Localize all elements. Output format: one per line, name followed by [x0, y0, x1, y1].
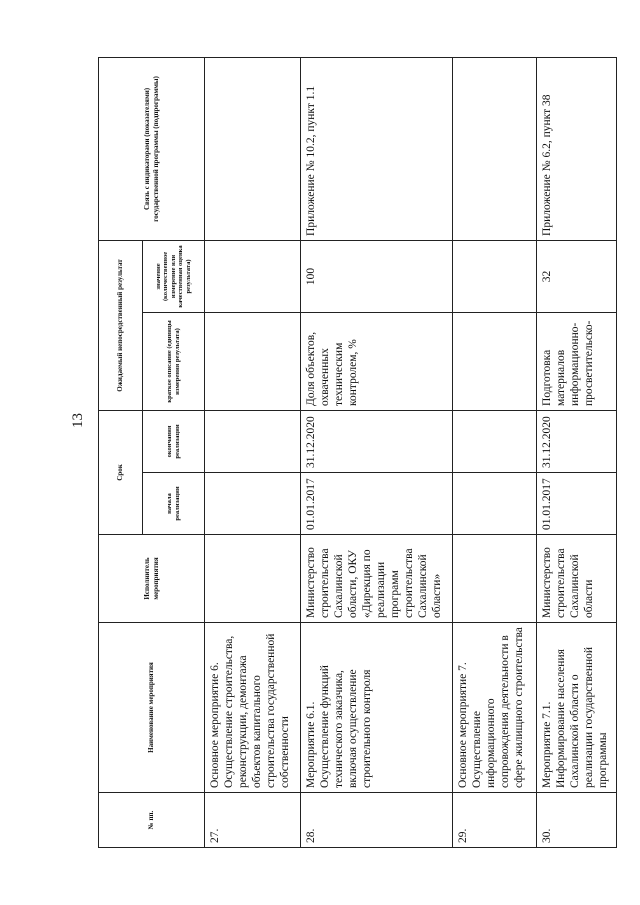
row-num: 27. — [205, 793, 301, 848]
row-name: Основное мероприятие 7. Осуществление информационного сопровождения деятельности в сфере жилищного строительства — [453, 623, 537, 793]
row-num: 29. — [453, 793, 537, 848]
header-expected-desc: краткое описание (единицы измерения результата) — [143, 312, 205, 410]
header-term-start: начала реализации — [143, 473, 205, 535]
row-link — [205, 57, 301, 240]
measures-table — [98, 57, 617, 848]
table-row — [301, 57, 453, 847]
row-value: 32 — [537, 240, 617, 312]
row-executor: Министерство строительства Сахалинской области, ОКУ «Дирекция по реализации программ строительства Сахалинской области» — [301, 535, 453, 623]
row-link: Приложение № 6.2, пункт 38 — [537, 57, 617, 240]
row-executor — [453, 535, 537, 623]
header-executor: Исполнитель мероприятия — [99, 535, 205, 623]
row-desc — [453, 312, 537, 410]
row-end — [453, 410, 537, 472]
header-term: Срок — [99, 410, 143, 534]
header-expected: Ожидаемый непосредственный результат — [99, 240, 143, 410]
header-link: Связь с индикаторами (показателями) государственной программы (подпрограммы) — [99, 57, 205, 240]
row-desc: Подготовка материалов информационно-просветительско- — [537, 312, 617, 410]
row-link: Приложение № 10.2, пункт 1.1 — [301, 57, 453, 240]
row-executor: Министерство строительства Сахалинской области — [537, 535, 617, 623]
row-end: 31.12.2020 — [301, 410, 453, 472]
row-value: 100 — [301, 240, 453, 312]
header-expected-value: значение (количественное измерение или качественная оценка результата) — [143, 240, 205, 312]
table-row — [205, 57, 301, 847]
row-start — [453, 473, 537, 535]
page-number: 13 — [70, 413, 86, 428]
row-value — [205, 240, 301, 312]
row-num: 28. — [301, 793, 453, 848]
row-name: Мероприятие 6.1. Осуществление функций технического заказчика, включая осуществление строительного контроля — [301, 623, 453, 793]
header-name: Наименование мероприятия — [99, 623, 205, 793]
row-executor — [205, 535, 301, 623]
row-desc — [205, 312, 301, 410]
row-name: Мероприятие 7.1. Информирование населения Сахалинской области о реализации государственной программы — [537, 623, 617, 793]
row-value — [453, 240, 537, 312]
row-start: 01.01.2017 — [301, 473, 453, 535]
header-term-end: окончания реализации — [143, 410, 205, 472]
row-name: Основное мероприятие 6. Осуществление строительства, реконструкции, демонтажа объектов капитального строительства государственной собственности — [205, 623, 301, 793]
table-row — [453, 57, 537, 847]
row-start: 01.01.2017 — [537, 473, 617, 535]
row-end — [205, 410, 301, 472]
table-row — [537, 57, 617, 847]
header-num: № пп. — [99, 793, 205, 848]
row-link — [453, 57, 537, 240]
header-row-1 — [99, 57, 143, 847]
row-num: 30. — [537, 793, 617, 848]
row-start — [205, 473, 301, 535]
rotated-table-wrapper — [98, 58, 610, 848]
row-desc: Доля объектов, охваченных техническим контролем, % — [301, 312, 453, 410]
row-end: 31.12.2020 — [537, 410, 617, 472]
